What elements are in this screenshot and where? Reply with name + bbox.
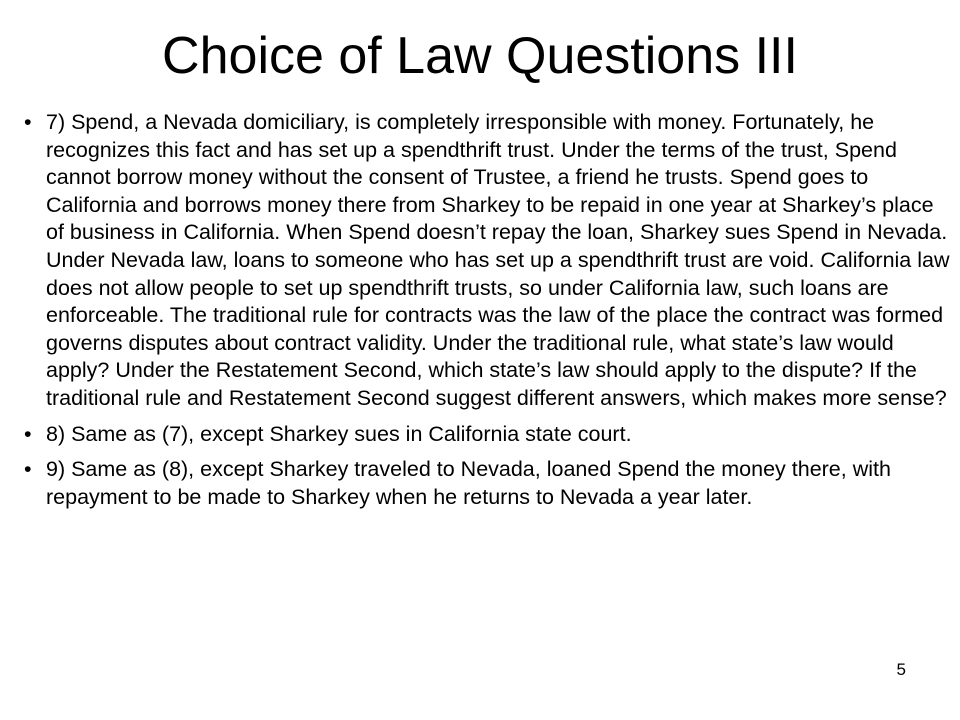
bullet-text-7: 7) Spend, a Nevada domiciliary, is completely irresponsible with money. Fortunately, he recognizes this fact and has set up a spendthrift trust. Under the terms of the trust, Spend cannot borrow money without the consent of Trustee, a friend he trusts. Spend goes to California and borrows money there from Sharkey to be repaid in one year at Sharkey’s place of business in California. When Spend doesn’t repay the loan, Sharkey sues Spend in Nevada. Under Nevada law, loans to someone who has set up a spendthrift trust are void. California law does not allow people to set up spendthrift trusts, so under California law, such loans are enforceable. The traditional rule for contracts was the law of the place the contract was formed governs disputes about contract validity. Under the traditional rule, what state’s law would apply? Under the Restatement Second, which state’s law should apply to the dispute? If the traditional rule and Restatement Second suggest different answers, which makes more sense? — [46, 110, 950, 410]
bullet-item-8 — [20, 421, 955, 449]
bullet-dot-icon: • — [24, 421, 32, 446]
bullet-dot-icon: • — [24, 457, 32, 482]
bullet-text-9: 9) Same as (8), except Sharkey traveled to Nevada, loaned Spend the money there, with repayment to be made to Sharkey when he returns to Nevada a year later. — [46, 457, 891, 509]
slide-title: Choice of Law Questions III — [162, 27, 798, 85]
page-number: 5 — [896, 660, 906, 679]
bullet-list — [20, 109, 955, 511]
bullet-item-7 — [20, 109, 955, 413]
bullet-item-9 — [20, 456, 955, 511]
bullet-text-8: 8) Same as (7), except Sharkey sues in California state court. — [46, 421, 632, 446]
bullet-dot-icon: • — [24, 110, 32, 134]
